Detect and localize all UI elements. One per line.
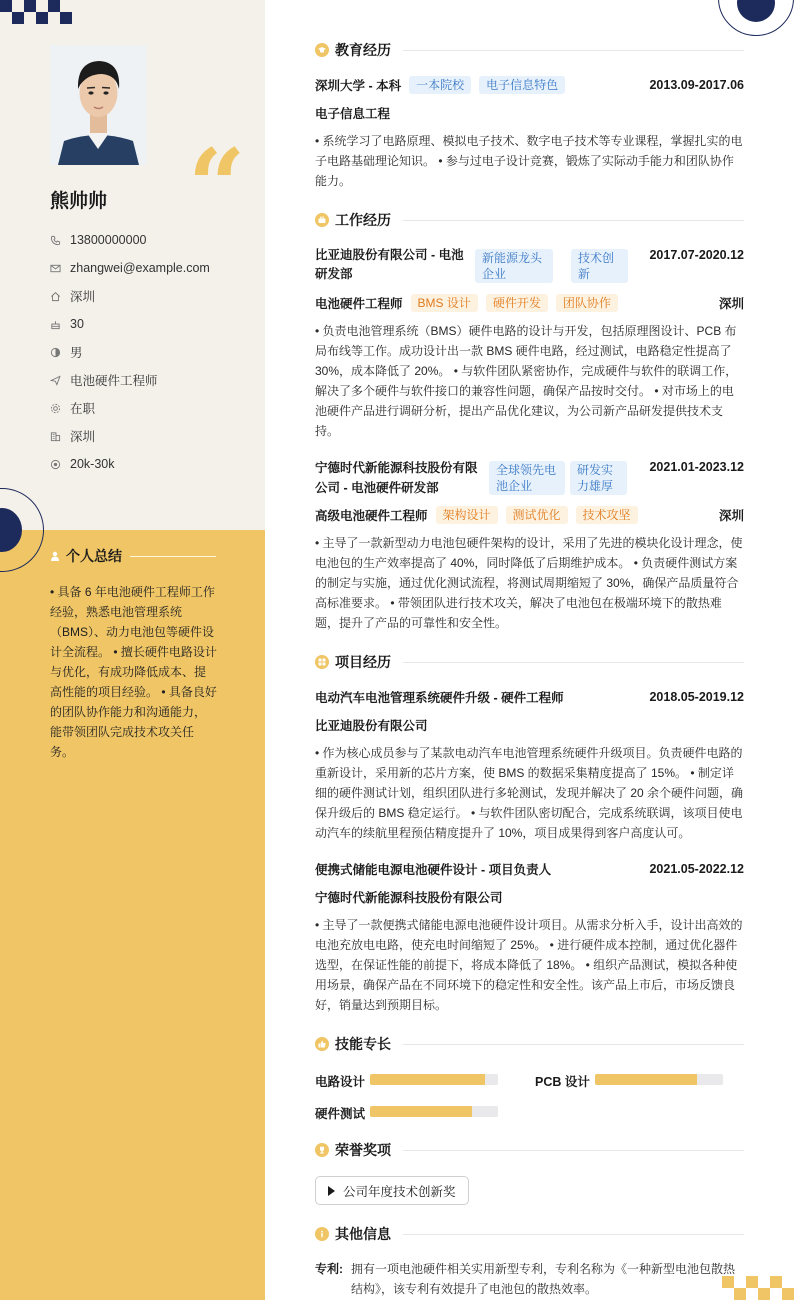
section-divider <box>403 1044 744 1045</box>
building-icon <box>50 431 61 442</box>
project-date: 2021.05-2022.12 <box>649 862 744 876</box>
project-company-row <box>315 888 744 906</box>
mail-icon <box>50 263 61 274</box>
school-tag: 电子信息特色 <box>479 76 565 94</box>
gear-icon <box>50 403 61 414</box>
project-header <box>315 860 744 878</box>
skills-title: 技能专长 <box>335 1036 391 1052</box>
grid-icon <box>315 655 329 669</box>
other-title: 其他信息 <box>335 1226 391 1242</box>
education-header <box>315 76 744 94</box>
project-company: 宁德时代新能源科技股份有限公司 <box>315 891 503 905</box>
company-name: 比亚迪股份有限公司 - 电池研发部 <box>315 248 464 281</box>
school-name: 深圳大学 - 本科 <box>315 79 402 93</box>
role-tag: 硬件开发 <box>486 294 548 312</box>
work-description: • 负责电池管理系统（BMS）硬件电路的设计与开发，包括原理图设计、PCB 布局布线等工作。成功设计出一款 BMS 硬件电路，经过测试，电路稳定性提高了 30%，成本降低了 20%。 • 与软件团队紧密协作，完成硬件与软件的联调工作，解决了多个硬件与软件接口的兼容性问题，确保产品按时交付。 • 对市场上的电池硬件产品进行调研分析，提出产品优化建议，为公司新产品研发提供技术支持。 <box>315 324 738 438</box>
position-value: 电池硬件工程师 <box>70 374 158 388</box>
education-date: 2013.09-2017.06 <box>649 78 744 92</box>
coin-icon <box>50 459 61 470</box>
role-tag: 团队协作 <box>556 294 618 312</box>
role-tag: BMS 设计 <box>411 294 478 312</box>
summary-title: 个人总结 <box>66 548 122 564</box>
role-name: 高级电池硬件工程师 <box>315 509 428 523</box>
work-description: • 主导了一款新型动力电池包硬件架构的设计，采用了先进的模块化设计理念，使电池包的生产效率提高了 40%，同时降低了后期维护成本。 • 负责硬件测试方案的制定与实施，通过优化测试流程，将测试周期缩短了 30%，确保产品质量符合高标准要求。 • 带领团队进行技术攻关，解决了电池包在极端环境下的散热难题，提升了产品的可靠性和安全性。 <box>315 536 743 630</box>
section-other <box>315 1224 744 1244</box>
gender-row <box>50 338 210 366</box>
status-value: 在职 <box>70 402 96 416</box>
company-tag: 技术创新 <box>571 249 628 283</box>
project-date: 2018.05-2019.12 <box>649 690 744 704</box>
patent-text: 拥有一项电池硬件相关实用新型专利，专利名称为《一种新型电池包散热结构》，该专利有效提升了电池包的散热效率。 <box>351 1262 736 1296</box>
company-name: 宁德时代新能源科技股份有限公司 - 电池硬件研发部 <box>315 461 478 495</box>
education-major-row <box>315 104 744 122</box>
work-role-row <box>315 506 744 524</box>
cake-icon <box>50 319 61 330</box>
work-date: 2017.07-2020.12 <box>649 248 744 262</box>
school-tag: 一本院校 <box>409 76 471 94</box>
section-divider <box>403 1150 744 1151</box>
contact-info-list <box>50 226 210 478</box>
education-description: • 系统学习了电路原理、模拟电子技术、数字电子技术等专业课程，掌握扎实的电子电路基础理论知识。 • 参与过电子设计竞赛，锻炼了实际动手能力和团队协作能力。 <box>315 134 743 188</box>
send-icon <box>50 375 61 386</box>
summary-text: • 具备 6 年电池硬件工程师工作经验，熟悉电池管理系统（BMS）、动力电池包等硬件设计全流程。 • 擅长硬件电路设计与优化，有成功降低成本、提高性能的项目经验。 • 具备良好的团队协作能力和沟通能力，能带领团队完成技术攻关任务。 <box>50 585 217 759</box>
section-divider <box>403 220 744 221</box>
section-work <box>315 210 744 230</box>
skill-name: PCB 设计 <box>535 1075 590 1089</box>
work-date: 2021.01-2023.12 <box>649 460 744 474</box>
role-tag: 测试优化 <box>506 506 568 524</box>
work-city: 深圳 <box>718 509 744 523</box>
person-icon <box>50 551 60 561</box>
project-name: 电动汽车电池管理系统硬件升级 - 硬件工程师 <box>315 691 564 705</box>
projects-title: 项目经历 <box>335 654 391 670</box>
skill-name: 电路设计 <box>315 1075 366 1089</box>
briefcase-icon <box>315 213 329 227</box>
position-row <box>50 366 210 394</box>
project-name: 便携式储能电源电池硬件设计 - 项目负责人 <box>315 863 552 877</box>
status-row <box>50 394 210 422</box>
award-label: 公司年度技术创新奖 <box>343 1184 456 1199</box>
summary-header <box>50 546 216 566</box>
home-icon <box>50 291 61 302</box>
skill-bar <box>370 1106 498 1117</box>
quote-mark-decoration: “ <box>188 127 246 245</box>
patent-label: 专利: <box>315 1262 343 1276</box>
expected-city-row <box>50 422 210 450</box>
project-description: • 作为核心成员参与了某款电动汽车电池管理系统硬件升级项目。负责硬件电路的重新设计，采用新的芯片方案，使 BMS 的数据采集精度提高了 15%。 • 制定详细的硬件测试计划，组织团队进行多轮测试，发现并解决了 20 余个硬件问题，确保升级后的 BMS 稳定运行。 • 与软件团队密切配合，完成系统联调，该项目使电动汽车的续航里程预估精度提升了 10%，项目成果得到客户高度认可。 <box>315 746 744 840</box>
patent-row <box>315 1259 744 1299</box>
skill-bar <box>595 1074 723 1085</box>
location-value: 深圳 <box>70 290 96 304</box>
project-company: 比亚迪股份有限公司 <box>315 719 428 733</box>
project-description: • 主导了一款便携式储能电源电池硬件设计项目。从需求分析入手，设计出高效的电池充放电电路，使充电时间缩短了 25%。 • 进行硬件成本控制，通过优化器件选型，在保证性能的前提下，将成本降低了 18%。 • 组织产品测试，模拟各种使用场景，确保产品在不同环境下的稳定性和安全性。该产品上市后，市场反馈良好，销量达到预期目标。 <box>315 918 743 1012</box>
section-divider <box>403 50 744 51</box>
project-header <box>315 688 744 706</box>
skill-bar-fill <box>370 1106 472 1117</box>
section-education <box>315 40 744 60</box>
skill-bar <box>370 1074 498 1085</box>
main-content <box>315 0 744 1300</box>
info-icon <box>315 1227 329 1241</box>
salary-row <box>50 450 210 478</box>
section-projects <box>315 652 744 672</box>
project-company-row <box>315 716 744 734</box>
email-value: zhangwei@example.com <box>70 261 210 275</box>
work-city: 深圳 <box>718 297 744 311</box>
work-title: 工作经历 <box>335 212 391 228</box>
avatar <box>50 45 147 165</box>
gender-icon <box>50 347 61 358</box>
skill-bar-fill <box>595 1074 697 1085</box>
salary-value: 20k-30k <box>70 457 115 471</box>
thumbs-up-icon <box>315 1037 329 1051</box>
play-icon <box>328 1186 335 1196</box>
graduation-cap-icon <box>315 43 329 57</box>
location-row <box>50 282 210 310</box>
phone-value: 13800000000 <box>70 233 147 247</box>
major-name: 电子信息工程 <box>315 107 391 121</box>
section-divider <box>403 1234 744 1235</box>
gender-value: 男 <box>70 346 83 360</box>
trophy-icon <box>315 1143 329 1157</box>
skill-name: 硬件测试 <box>315 1107 366 1121</box>
profile-name: 熊帅帅 <box>50 191 108 212</box>
age-value: 30 <box>70 317 84 331</box>
education-title: 教育经历 <box>335 42 391 58</box>
section-divider <box>403 662 744 663</box>
section-awards <box>315 1140 744 1160</box>
award-item[interactable] <box>315 1176 469 1205</box>
work-role-row <box>315 294 744 312</box>
company-tag: 研发实力雄厚 <box>570 461 627 495</box>
checker-pattern-top-left <box>0 0 76 24</box>
age-row <box>50 310 210 338</box>
awards-title: 荣誉奖项 <box>335 1142 391 1158</box>
role-tag: 技术攻坚 <box>576 506 638 524</box>
sidebar <box>0 0 265 1300</box>
phone-icon <box>50 235 61 246</box>
section-skills <box>315 1034 744 1054</box>
skill-bar-fill <box>370 1074 485 1085</box>
email-row <box>50 254 210 282</box>
summary-divider <box>130 556 216 557</box>
company-tag: 全球领先电池企业 <box>489 461 565 495</box>
role-tag: 架构设计 <box>436 506 498 524</box>
role-name: 电池硬件工程师 <box>315 297 403 311</box>
phone-row <box>50 226 210 254</box>
company-tag: 新能源龙头企业 <box>475 249 553 283</box>
expected-city-value: 深圳 <box>70 430 96 444</box>
